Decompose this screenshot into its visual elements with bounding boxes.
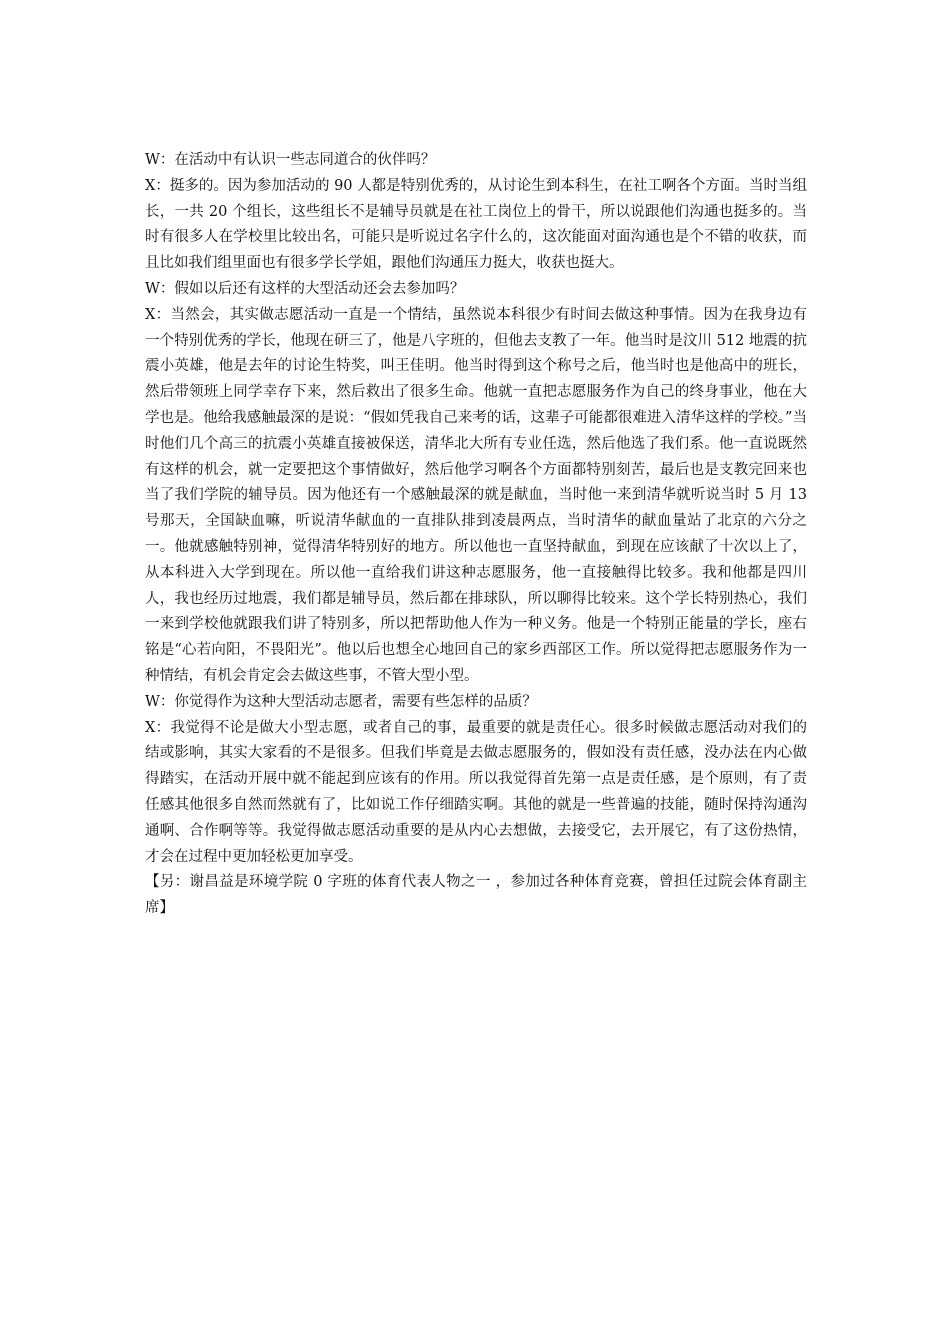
document-body bbox=[145, 148, 807, 922]
question-paragraph-2: W：假如以后还有这样的大型活动还会去参加吗？ bbox=[145, 280, 465, 297]
answer-paragraph-3: X：我觉得不论是做大小型志愿，或者自己的事，最重要的就是责任心。很多时候做志愿活动对我们的结或影响，其实大家看的不是很多。但我们毕竟是去做志愿服务的，假如没有责任感，没办法在内心做得踏实，在活动开展中就不能起到应该有的作用。所以我觉得首先第一点是责任感，是个原则，有了责任感其他很多自然而然就有了，比如说工作仔细踏实啊。其他的就是一些普遍的技能，随时保持沟通沟通啊、合作啊等等。我觉得做志愿活动重要的是从内心去想做，去接受它，去开展它，有了这份热情，才会在过程中更加轻松更加享受。 bbox=[145, 719, 807, 865]
answer-paragraph-1: X：挺多的。因为参加活动的 90 人都是特别优秀的，从讨论生到本科生，在社工啊各个方面。当时当组长，一共 20 个组长，这些组长不是辅导员就是在社工岗位上的骨干，所以说跟他们沟通也挺多的。当时有很多人在学校里比较出名，可能只是听说过名字什么的，这次能面对面沟通也是个不错的收获，而且比如我们组里面也有很多学长学姐，跟他们沟通压力挺大，收获也挺大。 bbox=[145, 177, 807, 272]
question-paragraph-1: W：在活动中有认识一些志同道合的伙伴吗？ bbox=[145, 152, 436, 168]
note-paragraph: 【另：谢昌益是环境学院 0 字班的体育代表人物之一 ，参加过各种体育竞赛，曾担任过院会体育副主席】 bbox=[145, 874, 807, 917]
question-paragraph-3: W：你觉得作为这种大型活动志愿者，需要有些怎样的品质？ bbox=[145, 693, 537, 710]
answer-paragraph-2: X：当然会，其实做志愿活动一直是一个情结，虽然说本科很少有时间去做这种事情。因为在我身边有一个特别优秀的学长，他现在研三了，他是八字班的，但他去支教了一年。他当时是汶川 512 地震的抗震小英雄，他是去年的讨论生特奖，叫王佳明。他当时得到这个称号之后，他当时也是他高中的班长，然后带领班上同学幸存下来，然后救出了很多生命。他就一直把志愿服务作为自己的终身事业，他在大学也是。他给我感触最深的是说：“假如凭我自己来考的话，这辈子可能都很难进入清华这样的学校。”当时他们几个高三的抗震小英雄直接被保送，清华北大所有专业任选，然后他选了我们系。他一直说既然有这样的机会，就一定要把这个事情做好，然后他学习啊各个方面都特别刻苦，最后也是支教完回来也当了我们学院的辅导员。因为他还有一个感触最深的就是献血，当时他一来到清华就听说当时 5 月 13 号那天，全国缺血嘛，听说清华献血的一直排队排到凌晨两点，当时清华的献血量站了北京的六分之一。他就感触特别神，觉得清华特别好的地方。所以他也一直坚持献血，到现在应该献了十次以上了，从本科进入大学到现在。所以他一直给我们讲这种志愿服务，他一直接触得比较多。我和他都是四川人，我也经历过地震，我们都是辅导员，然后都在排球队，所以聊得比较来。这个学长特别热心，我们一来到学校他就跟我们讲了特别多，所以把帮助他人作为一种义务。他是一个特别正能量的学长，座右铭是“心若向阳，不畏阳光”。他以后也想全心地回自己的家乡西部区工作。所以觉得把志愿服务作为一种情结，有机会肯定会去做这些事，不管大型小型。 bbox=[145, 306, 807, 684]
